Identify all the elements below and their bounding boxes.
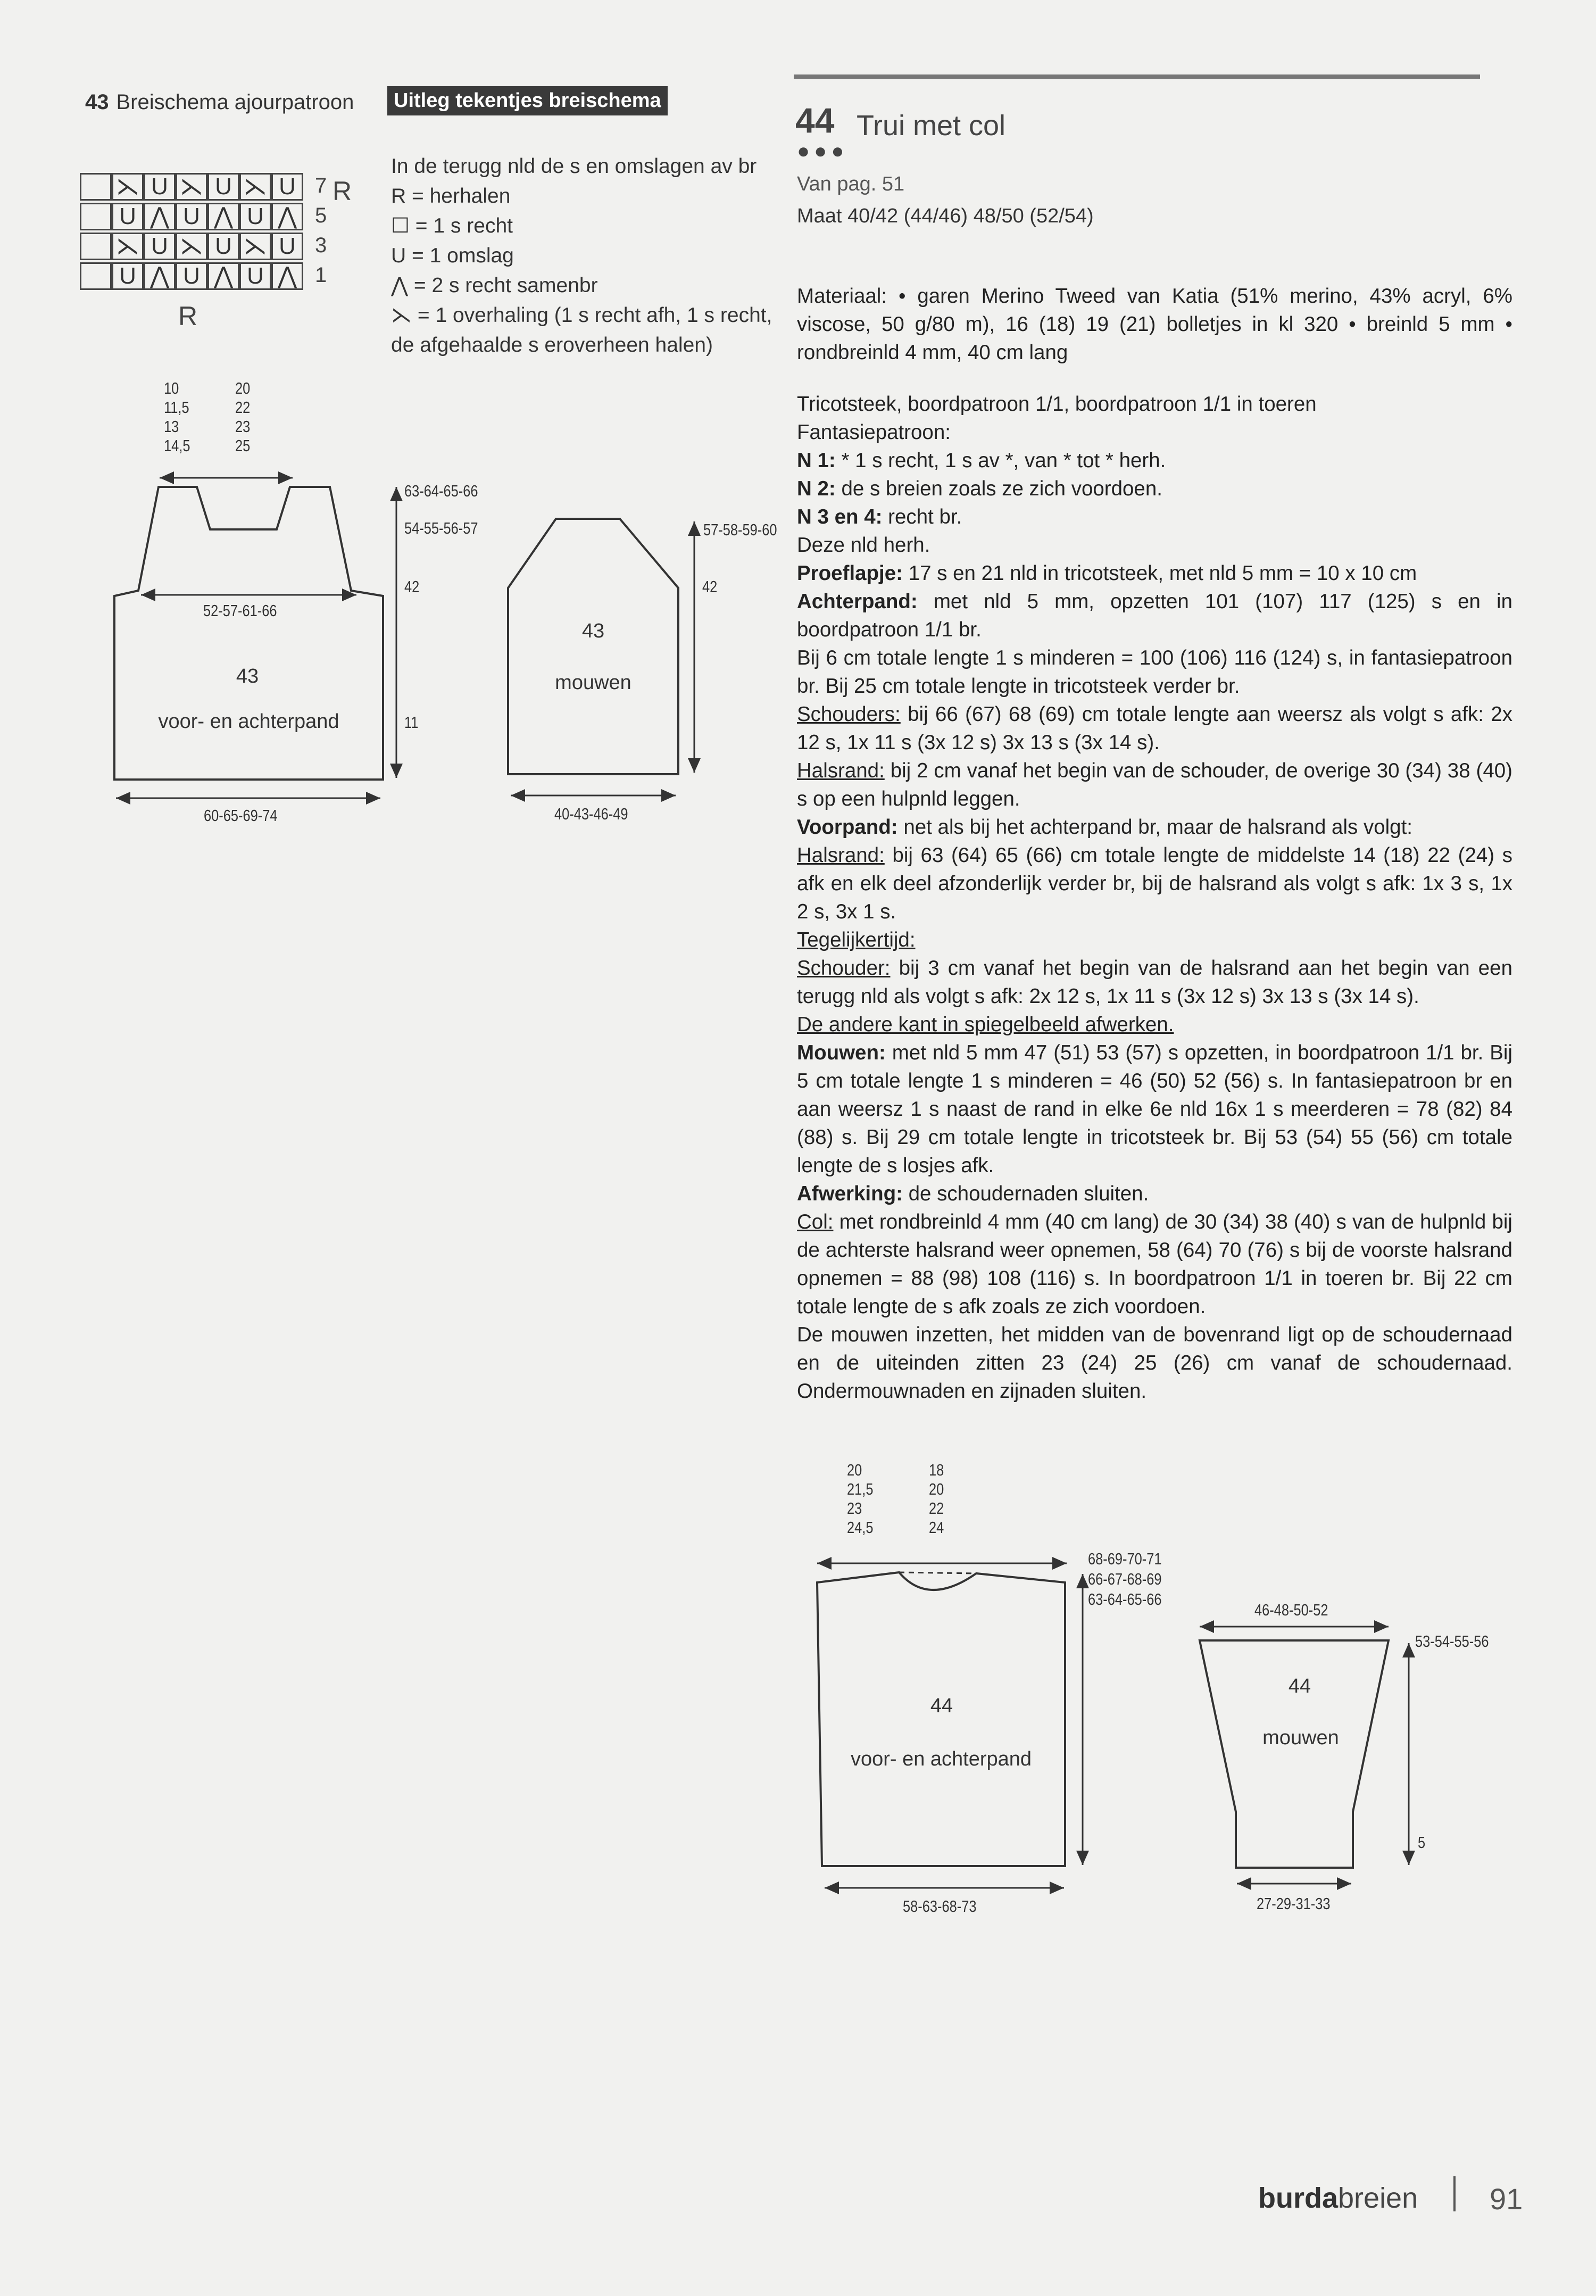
legend-title: Uitleg tekentjes breischema xyxy=(387,86,668,115)
sleeves: Mouwen: met nld 5 mm 47 (51) 53 (57) s opzetten, in boordpatroon 1/1 br. Bij 5 cm totale lengte 1 s minderen = 46 (50) 52 (56) s. In fantasiepatroon br en aan weersz 1 s naast de rand in elke 6e nld 16x 1 s meerderen = 78 (82) 84 (88) s. Bij 29 cm totale lengte in tricotsteek br. Bij 53 (54) 55 (56) cm totale lengte de s losjes afk. xyxy=(797,1041,1512,1177)
row-2: N 2: de s breien zoals ze zich voordoen. xyxy=(797,477,1162,500)
height-total-43: 63-64-65-66 xyxy=(404,482,478,500)
sleeve-height-44: 53-54-55-56 xyxy=(1415,1632,1489,1651)
legend-item: U = 1 omslag xyxy=(391,244,514,267)
difficulty-dots: ●●● xyxy=(797,139,849,163)
chart-row-number: 5 xyxy=(315,204,327,227)
chart-cell: ⋀ xyxy=(271,203,303,230)
assembly: De mouwen inzetten, het midden van de bovenrand ligt op de schoudernaad en de uiteinden zitten 23 (24) 25 (26) cm vanaf de schoudernaad. Ondermouwnaden en zijnaden sluiten. xyxy=(797,1323,1512,1403)
height-total-44: 68-69-70-71 xyxy=(1088,1549,1162,1568)
repeat-rows: Deze nld herh. xyxy=(797,534,930,557)
legend-item: ☐ = 1 s recht xyxy=(391,214,513,237)
body-outline-44 xyxy=(817,1572,1065,1866)
repeat-label-side: R xyxy=(332,176,352,206)
chart-row-number: 3 xyxy=(315,234,327,257)
stitches: Tricotsteek, boordpatroon 1/1, boordpatroon 1/1 in toeren xyxy=(797,393,1317,416)
chart-cell: ⋋ xyxy=(239,173,271,201)
legend-item: ⋋ = 1 overhaling (1 s recht afh, 1 s recht, xyxy=(391,304,772,327)
legend-item: ⋀ = 2 s recht samenbr xyxy=(391,274,598,297)
bottom-width-44: 58-63-68-73 xyxy=(903,1897,977,1916)
neckline: Halsrand: bij 2 cm vanaf het begin van de schouder, de overige 30 (34) 38 (40) s op een hulpnld leggen. xyxy=(797,759,1512,810)
sleeve-bottom-width-44: 27-29-31-33 xyxy=(1257,1894,1331,1913)
sleeve-cuff-44: 5 xyxy=(1418,1833,1426,1852)
pattern-number: 44 xyxy=(795,101,835,140)
gauge: Proeflapje: 17 s en 21 nld in tricotsteek, met nld 5 mm = 10 x 10 cm xyxy=(797,562,1417,585)
chart-row-number: 7 xyxy=(315,174,327,197)
chart-cell: U xyxy=(144,173,176,201)
shoulders: Schouders: bij 66 (67) 68 (69) cm totale lengte aan weersz als volgt s afk: 2x 12 s, 1x 11 s (3x 12 s) 3x 13 s (3x 14 s). xyxy=(797,703,1512,754)
chart-cell: U xyxy=(271,173,303,201)
height-low-44: 63-64-65-66 xyxy=(1088,1590,1162,1609)
repeat-label: R xyxy=(178,301,198,331)
sizes: Maat 40/42 (44/46) 48/50 (52/54) xyxy=(797,205,1094,227)
piece-number-44: 44 xyxy=(930,1695,953,1717)
chart-cell: ⋋ xyxy=(239,233,271,260)
chart-cell: U xyxy=(207,233,239,260)
chart-cell: U xyxy=(271,233,303,260)
chart-cell: ⋋ xyxy=(112,233,144,260)
shoulder-widths-44: 18 20 22 24 xyxy=(929,1461,944,1537)
instructions xyxy=(797,282,1512,1405)
chart-cell: U xyxy=(207,173,239,201)
back-panel-cont: Bij 6 cm totale lengte 1 s minderen = 100 (106) 116 (124) s, in fantasiepatroon br. Bij 25 cm totale lengte in tricotsteek verder br. xyxy=(797,646,1512,698)
front-neckline: Halsrand: bij 63 (64) 65 (66) cm totale lengte de middelste 14 (18) 22 (24) s afk en elk deel afzonderlijk verder br, bij de halsrand als volgt s afk: 1x 3 s, 1x 2 s, 3x 1 s. xyxy=(797,844,1512,923)
row-3-4: N 3 en 4: recht br. xyxy=(797,505,962,528)
collar: Col: met rondbreinld 4 mm (40 cm lang) de 30 (34) 38 (40) s van de hulpnld bij de achterste halsrand weer opnemen, 58 (64) 70 (76) s bij de voorste halsrand opnemen = 88 (98) 108 (116) s. In boordpatroon 1/1 in toeren br. Bij 22 cm totale lengte de s afk zoals ze zich voordoen. xyxy=(797,1211,1512,1318)
neck-back-44 xyxy=(899,1572,976,1573)
piece-number-43: 43 xyxy=(236,665,259,687)
chart-title: Breischema ajourpatroon xyxy=(116,90,354,114)
diagram-44-svg xyxy=(787,1437,1500,1942)
front-shoulder: Schouder: bij 3 cm vanaf het begin van de halsrand aan het begin van een terugg nld als volgt s afk: 2x 12 s, 1x 11 s (3x 12 s) 3x 13 s (3x 14 s). xyxy=(797,957,1512,1008)
chest-width-43: 52-57-61-66 xyxy=(203,601,277,620)
chart-cell: ⋀ xyxy=(271,262,303,290)
sleeve-top-width-44: 46-48-50-52 xyxy=(1254,1601,1328,1619)
chart-number: 43 xyxy=(85,90,109,114)
sleeve-width-43: 40-43-46-49 xyxy=(554,805,628,823)
height-armhole-43: 54-55-56-57 xyxy=(404,519,478,537)
fantasy-pattern-label: Fantasiepatroon: xyxy=(797,421,951,444)
height-42-43: 42 xyxy=(404,577,420,596)
chart-cell: ⋀ xyxy=(207,203,239,230)
chart-cell: U xyxy=(112,203,144,230)
neck-widths-43: 10 11,5 13 14,5 xyxy=(164,379,190,455)
front-panel: Voorpand: net als bij het achterpand br, maar de halsrand als volgt: xyxy=(797,816,1412,839)
chart-cell: ⋋ xyxy=(112,173,144,201)
footer-separator xyxy=(1453,2176,1456,2211)
chart-cell: U xyxy=(144,233,176,260)
legend-item: In de terugg nld de s en omslagen av br xyxy=(391,155,757,178)
bottom-width-43: 60-65-69-74 xyxy=(204,806,278,825)
piece-label-44: voor- en achterpand xyxy=(850,1748,1032,1770)
chart-cell: U xyxy=(239,203,271,230)
sleeve-number-43: 43 xyxy=(581,620,605,642)
finishing: Afwerking: de schoudernaden sluiten. xyxy=(797,1182,1149,1205)
sleeve-label-43: mouwen xyxy=(555,672,631,694)
footer-brand: burdabreien xyxy=(1258,2182,1418,2214)
body-outline-43 xyxy=(114,487,383,780)
legend-item: R = herhalen xyxy=(391,185,511,208)
chart-cell: U xyxy=(239,262,271,290)
chart-cell: U xyxy=(112,262,144,290)
simultaneously: Tegelijkertijd: xyxy=(797,929,916,951)
piece-label-43: voor- en achterpand xyxy=(158,710,339,733)
sleeve-label-44: mouwen xyxy=(1262,1727,1339,1749)
chart-cell: U xyxy=(176,203,207,230)
chart-cell: U xyxy=(176,262,207,290)
back-panel: Achterpand: met nld 5 mm, opzetten 101 (107) 117 (125) s en in boordpatroon 1/1 br. xyxy=(797,590,1513,641)
height-11-43: 11 xyxy=(404,713,419,732)
sleeve-outline-43 xyxy=(508,519,678,774)
chart-cell: ⋀ xyxy=(144,203,176,230)
chart-row-number: 1 xyxy=(315,263,327,287)
chart-cell: ⋋ xyxy=(176,233,207,260)
sleeve-height-43: 57-58-59-60 xyxy=(703,520,777,539)
legend-item: de afgehaalde s eroverheen halen) xyxy=(391,334,713,357)
chart-cell: ⋀ xyxy=(207,262,239,290)
sleeve-number-44: 44 xyxy=(1288,1675,1311,1697)
header-rule xyxy=(794,74,1480,79)
shoulder-widths-43: 20 22 23 25 xyxy=(235,379,251,455)
pattern-title: Trui met col xyxy=(857,110,1006,142)
materials: Materiaal: • garen Merino Tweed van Katia (51% merino, 43% acryl, 6% viscose, 50 g/80 m), 16 (18) 19 (21) bolletjes in kl 320 • breinld 5 mm • rondbreinld 4 mm, 40 cm lang xyxy=(797,285,1512,364)
page-number: 91 xyxy=(1490,2182,1523,2216)
height-mid-44: 66-67-68-69 xyxy=(1088,1570,1162,1588)
source-page: Van pag. 51 xyxy=(797,173,905,195)
neck-widths-44: 20 21,5 23 24,5 xyxy=(847,1461,874,1537)
sleeve-42-43: 42 xyxy=(702,577,718,596)
chart-cell: ⋋ xyxy=(176,173,207,201)
chart-cell: ⋀ xyxy=(144,262,176,290)
row-1: N 1: * 1 s recht, 1 s av *, van * tot * herh. xyxy=(797,449,1166,472)
mirror-note: De andere kant in spiegelbeeld afwerken. xyxy=(797,1013,1174,1036)
